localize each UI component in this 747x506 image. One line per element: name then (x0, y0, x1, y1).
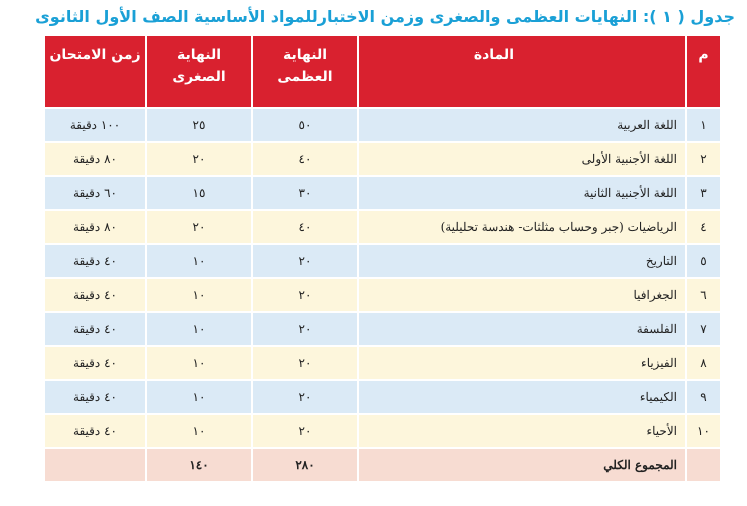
table-row (45, 346, 720, 380)
cell-num: ٦ (686, 278, 720, 312)
cell-min: ٢٠ (146, 210, 252, 244)
table-row (45, 380, 720, 414)
cell-max: ٥٠ (252, 108, 358, 142)
total-time-empty (45, 448, 146, 482)
cell-subject: الرياضيات (جبر وحساب مثلثات- هندسة تحليلية) (358, 210, 686, 244)
cell-num-empty (686, 448, 720, 482)
cell-time: ٨٠ دقيقة (45, 142, 146, 176)
cell-min: ٢٠ (146, 142, 252, 176)
cell-max: ٤٠ (252, 142, 358, 176)
cell-num: ٨ (686, 346, 720, 380)
cell-max: ٢٠ (252, 278, 358, 312)
cell-num: ٣ (686, 176, 720, 210)
cell-subject: الفيزياء (358, 346, 686, 380)
cell-subject: الجغرافيا (358, 278, 686, 312)
table-row (45, 176, 720, 210)
cell-max: ٢٠ (252, 414, 358, 448)
table-row (45, 108, 720, 142)
header-row (45, 36, 720, 108)
cell-min: ١٠ (146, 414, 252, 448)
cell-max: ٤٠ (252, 210, 358, 244)
cell-max: ٣٠ (252, 176, 358, 210)
table-row (45, 414, 720, 448)
total-max: ٢٨٠ (252, 448, 358, 482)
cell-subject: اللغة الأجنبية الأولى (358, 142, 686, 176)
header-num: م (686, 36, 720, 108)
cell-num: ١ (686, 108, 720, 142)
total-row (45, 448, 720, 482)
header-min: النهاية الصغرى (146, 36, 252, 108)
table-row (45, 210, 720, 244)
cell-subject: التاريخ (358, 244, 686, 278)
cell-num: ٤ (686, 210, 720, 244)
cell-max: ٢٠ (252, 244, 358, 278)
cell-num: ٢ (686, 142, 720, 176)
cell-subject: اللغة العربية (358, 108, 686, 142)
cell-min: ١٠ (146, 244, 252, 278)
header-subject-label: المادة (473, 47, 514, 63)
cell-num: ٩ (686, 380, 720, 414)
cell-min: ١٠ (146, 346, 252, 380)
exam-table (45, 36, 720, 483)
cell-min: ١٥ (146, 176, 252, 210)
table-row (45, 244, 720, 278)
cell-time: ٤٠ دقيقة (45, 346, 146, 380)
cell-time: ٤٠ دقيقة (45, 414, 146, 448)
cell-min: ١٠ (146, 312, 252, 346)
cell-max: ٢٠ (252, 380, 358, 414)
header-max: النهاية العظمى (252, 36, 358, 108)
cell-time: ٤٠ دقيقة (45, 278, 146, 312)
cell-time: ٤٠ دقيقة (45, 380, 146, 414)
cell-time: ٤٠ دقيقة (45, 244, 146, 278)
cell-time: ٦٠ دقيقة (45, 176, 146, 210)
cell-subject: الفلسفة (358, 312, 686, 346)
table-row (45, 312, 720, 346)
total-min: ١٤٠ (146, 448, 252, 482)
cell-subject: الأحياء (358, 414, 686, 448)
table-caption: جدول ( ١ ): النهايات العظمى والصغرى وزمن الاختبارللمواد الأساسية الصف الأول الثانوى (35, 7, 735, 26)
cell-max: ٢٠ (252, 312, 358, 346)
cell-num: ٥ (686, 244, 720, 278)
total-label: المجموع الكلي (358, 448, 686, 482)
cell-time: ٨٠ دقيقة (45, 210, 146, 244)
cell-max: ٢٠ (252, 346, 358, 380)
table-row (45, 142, 720, 176)
cell-min: ١٠ (146, 278, 252, 312)
table-row (45, 278, 720, 312)
cell-time: ١٠٠ دقيقة (45, 108, 146, 142)
cell-subject: الكيمياء (358, 380, 686, 414)
header-subject (358, 36, 686, 108)
cell-num: ٧ (686, 312, 720, 346)
header-time: زمن الامتحان (45, 36, 146, 108)
cell-min: ٢٥ (146, 108, 252, 142)
cell-min: ١٠ (146, 380, 252, 414)
cell-subject: اللغة الأجنبية الثانية (358, 176, 686, 210)
cell-num: ١٠ (686, 414, 720, 448)
cell-time: ٤٠ دقيقة (45, 312, 146, 346)
